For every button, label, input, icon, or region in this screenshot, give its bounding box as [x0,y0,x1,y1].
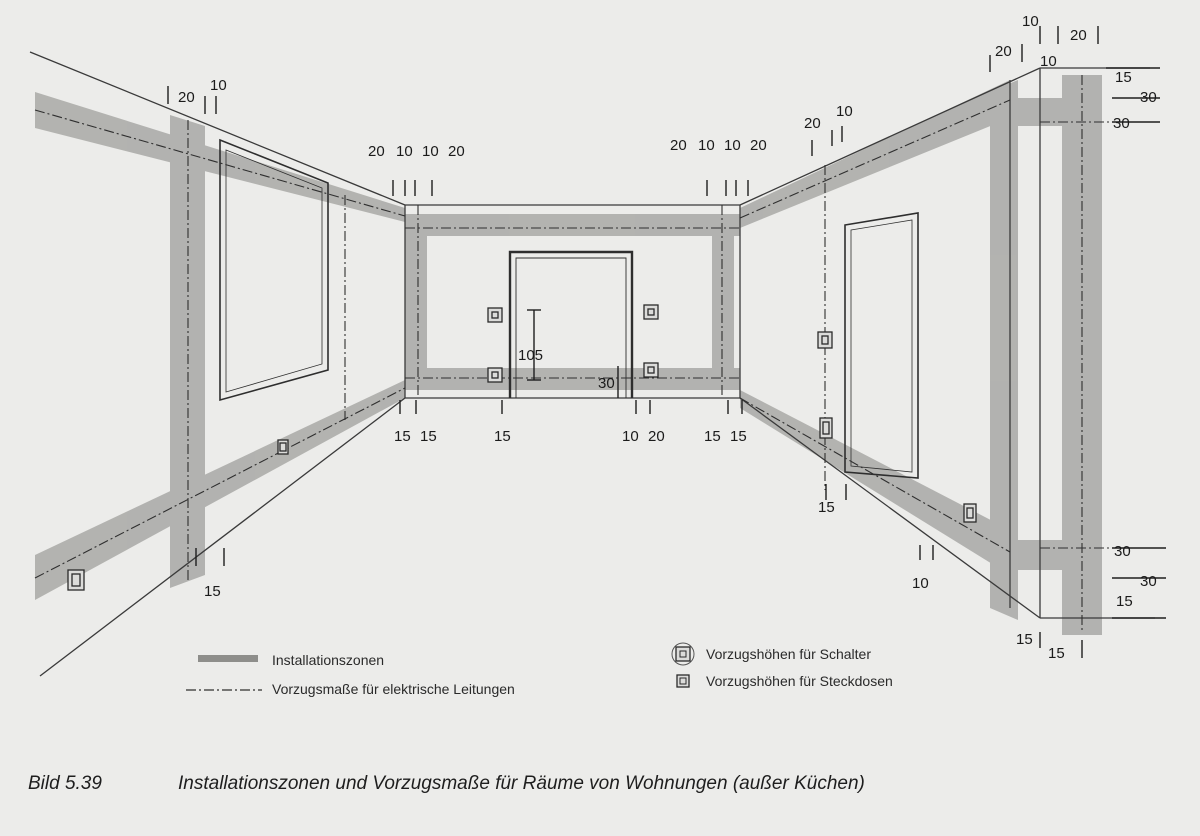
legend-switch-icon [672,643,694,665]
dim-corner-bottom-15b: 15 [1016,631,1033,648]
dim-back-bottom-10: 10 [622,428,639,445]
installation-zones [35,75,1102,635]
dim-corner-bottom-30a: 30 [1114,543,1131,560]
dim-left-wall-top-20: 20 [178,89,195,106]
dim-corner-top-10b: 10 [1040,53,1057,70]
switch-symbol [488,305,832,348]
dim-corner-bottom-15c: 15 [1048,645,1065,662]
dim-left-wall-bottom-15: 15 [204,583,221,600]
dim-right-wall-bottom-10: 10 [912,575,929,592]
dim-back-bottom-20: 20 [648,428,665,445]
legend-socket-icon [677,675,689,687]
dim-socket-30: 30 [598,375,615,392]
dim-corner-top-10a: 10 [1022,13,1039,30]
dim-back-top-left-10a: 10 [396,143,413,160]
dim-back-top-left-10b: 10 [422,143,439,160]
dim-back-bottom-15a: 15 [394,428,411,445]
dim-back-top-left-20b: 20 [448,143,465,160]
dim-corner-top-20b: 20 [995,43,1012,60]
dim-right-wall-bottom-15: 15 [818,499,835,516]
dim-back-bottom-15e: 15 [730,428,747,445]
figure-title: Installationszonen und Vorzugsmaße für Räume von Wohnungen (außer Küchen) [178,773,865,794]
dim-back-bottom-15b: 15 [420,428,437,445]
legend-lines-label: Vorzugsmaße für elektrische Leitungen [272,681,515,697]
dim-left-wall-top-10: 10 [210,77,227,94]
dim-socket-105: 105 [518,347,544,364]
dim-corner-top-15: 15 [1115,69,1132,86]
dim-back-top-right-10b: 10 [724,137,741,154]
figure-number: Bild 5.39 [28,773,102,794]
dim-back-bottom-15c: 15 [494,428,511,445]
legend [186,643,893,697]
dim-back-bottom-15d: 15 [704,428,721,445]
legend-sockets-label: Vorzugshöhen für Steckdosen [706,673,893,689]
dim-back-top-right-20a: 20 [670,137,687,154]
dim-corner-bottom-15a: 15 [1116,593,1133,610]
dim-corner-top-20a: 20 [1070,27,1087,44]
dim-corner-bottom-30b: 30 [1140,573,1157,590]
dim-corner-top-30b: 30 [1113,115,1130,132]
legend-zone-swatch [198,655,258,662]
figure-caption [28,768,1188,832]
legend-zones-label: Installationszonen [272,652,385,668]
dim-corner-top-30a: 30 [1140,89,1157,106]
dim-back-top-right-10a: 10 [698,137,715,154]
dim-back-top-right-20b: 20 [750,137,767,154]
dim-right-wall-top-20: 20 [804,115,821,132]
dim-right-wall-top-10: 10 [836,103,853,120]
door-right-wall [845,213,918,478]
legend-switches-label: Vorzugshöhen für Schalter [706,646,871,662]
dim-back-top-left-20a: 20 [368,143,385,160]
